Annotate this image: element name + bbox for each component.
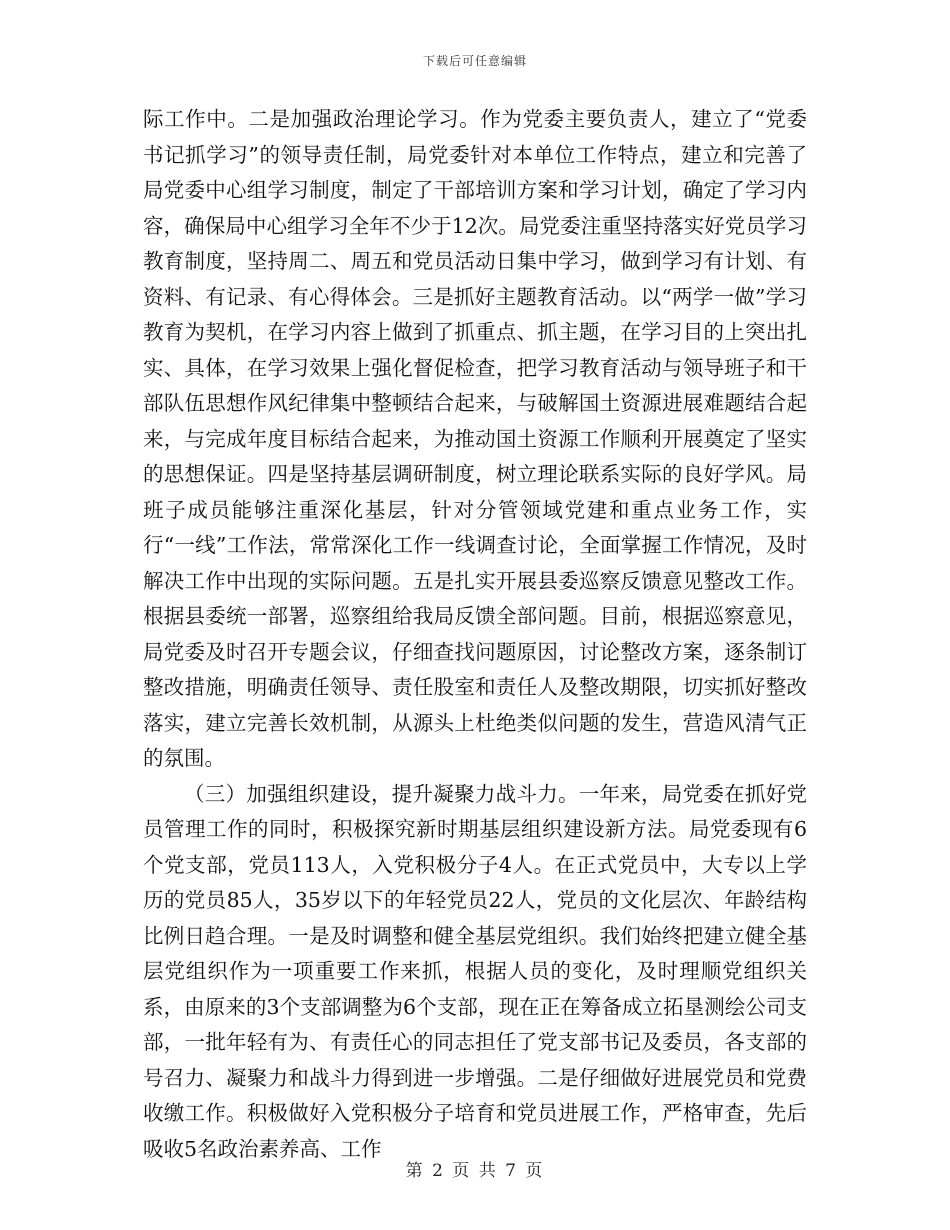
page-footer-page-number: 第 2 页 共 7 页	[405, 1161, 545, 1181]
body-paragraph-1: 际工作中。二是加强政治理论学习。作为党委主要负责人，建立了“党委书记抓学习”的领导责任制，局党委针对本单位工作特点，建立和完善了局党委中心组学习制度，制定了干部培训方案和学习计划，确定了学习内容，确保局中心组学习全年不少于12次。局党委注重坚持落实好党员学习教育制度，坚持周二、周五和党员活动日集中学习，做到学习有计划、有资料、有记录、有心得体会。三是抓好主题教育活动。以“两学一做”学习教育为契机，在学习内容上做到了抓重点、抓主题，在学习目的上突出扎实、具体，在学习效果上强化督促检查，把学习教育活动与领导班子和干部队伍思想作风纪律集中整顿结合起来，与破解国土资源进展难题结合起来，与完成年度目标结合起来，为推动国土资源工作顺利开展奠定了坚实的思想保证。四是坚持基层调研制度，树立理论联系实际的良好学风。局班子成员能够注重深化基层，针对分管领域党建和重点业务工作，实行“一线”工作法，常常深化工作一线调查讨论，全面掌握工作情况，及时解决工作中出现的实际问题。五是扎实开展县委巡察反馈意见整改工作。根据县委统一部署，巡察组给我局反馈全部问题。目前，根据巡察意见，局党委及时召开专题会议，仔细查找问题原因，讨论整改方案，逐条制订整改措施，明确责任领导、责任股室和责任人及整改期限，切实抓好整改落实，建立完善长效机制，从源头上杜绝类似问题的发生，营造风清气正的氛围。	[143, 107, 807, 770]
page-body	[143, 102, 807, 1167]
body-paragraph-2: （三）加强组织建设，提升凝聚力战斗力。一年来，局党委在抓好党员管理工作的同时，积极探究新时期基层组织建设新方法。局党委现有6个党支部，党员113人，入党积极分子4人。在正式党员中，大专以上学历的党员85人，35岁以下的年轻党员22人，党员的文化层次、年龄结构比例日趋合理。一是及时调整和健全基层党组织。我们始终把建立健全基层党组织作为一项重要工作来抓，根据人员的变化，及时理顺党组织关系，由原来的3个支部调整为6个支部，现在正在筹备成立拓垦测绘公司支部，一批年轻有为、有责任心的同志担任了党支部书记及委员，各支部的号召力、凝聚力和战斗力得到进一步增强。二是仔细做好进展党员和党费收缴工作。积极做好入党积极分子培育和党员进展工作，严格审查，先后吸收5名政治素养高、工作	[143, 781, 807, 1161]
page-header: 下载后可任意编辑	[422, 54, 527, 68]
